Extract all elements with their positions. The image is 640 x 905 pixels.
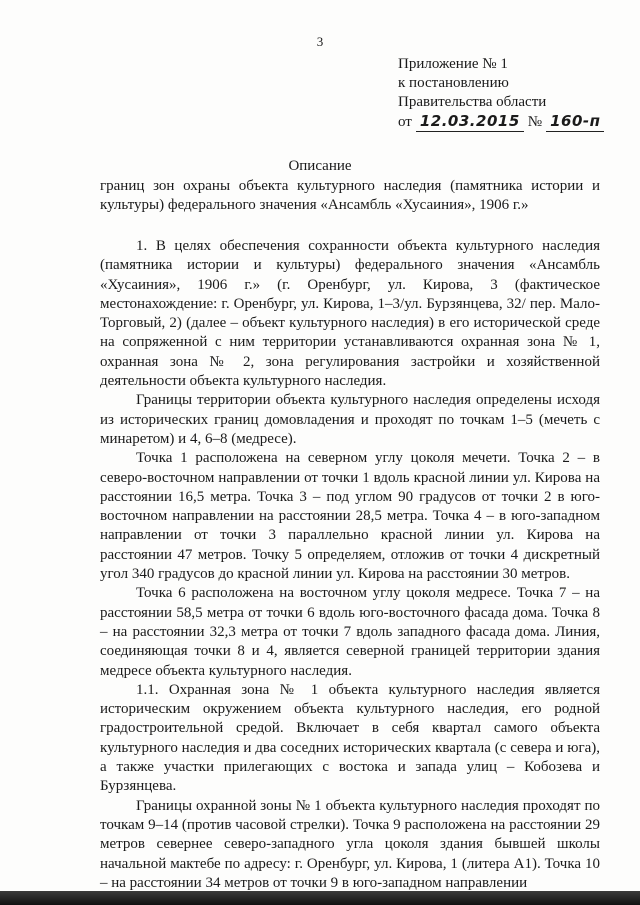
page-number: 3: [316, 34, 324, 49]
handwritten-number: 160-п: [546, 112, 604, 132]
paragraph-1: 1. В целях обеспечения сохранности объекта культурного наследия (памятника истории и культуры) федерального значения «Ансамбль «Хусаиния», 1906 г.» (г. Оренбург, ул. Кирова, 3 (фактическое местонахождение: г. Оренбург, ул. Кирова, 1–3/ул. Бурзянцева, 32/ пер. Мало-Торговый, 2) (далее – объект культурного наследия) в его исторической среде на сопряженной с ним территории устанавливаются охранная зона № 1, охранная зона № 2, зона регулирования застройки и хозяйственной деятельности объекта культурного наследия.: [100, 238, 600, 390]
paragraph-6: Границы охранной зоны № 1 объекта культурного наследия проходят по точкам 9–14 (против часовой стрелки). Точка 9 расположена на расстоянии 29 метров севернее северо-западного угла цоколя здания бывшей школы начальной мактебе по адресу: г. Оренбург, ул. Кирова, 1 (литера А1). Точка 10 – на расстоянии 34 метров от точки 9 в юго-западном направлении: [100, 797, 600, 891]
appendix-line-2: к постановлению: [398, 75, 509, 91]
appendix-line-1: Приложение № 1: [398, 56, 508, 72]
paragraph-4: Точка 6 расположена на восточном углу цоколя медресе. Точка 7 – на расстоянии 58,5 метра от точки 6 вдоль юго-восточного фасада дома. Точка 8 – на расстоянии 32,3 метра от точки 7 вдоль западного фасада дома. Линия, соединяющая точки 8 и 4, является северной границей территории здания медресе объекта культурного наследия.: [100, 585, 600, 679]
handwritten-date: 12.03.2015: [416, 112, 524, 132]
appendix-block: [398, 55, 604, 132]
appendix-line-3: Правительства области: [398, 94, 547, 110]
paragraph-3: Точка 1 расположена на северном углу цоколя мечети. Точка 2 – в северо-восточном направлении от точки 1 вдоль красной линии ул. Кирова на расстоянии 16,5 метра. Точка 3 – под углом 90 градусов от точки 2 в юго-восточном направлении на расстоянии 28,5 метра. Точка 4 – в юго-западном направлении от точки 3 параллельно красной линии ул. Кирова на расстоянии 47 метров. Точку 5 определяем, отложив от точки 4 дискретный угол 340 градусов до красной линии ул. Кирова на расстоянии 30 метров.: [100, 450, 600, 583]
document-subtitle: границ зон охраны объекта культурного наследия (памятника истории и культуры) федерального значения «Ансамбль «Хусаиния», 1906 г.»: [100, 178, 600, 213]
number-prefix: №: [527, 114, 543, 130]
scan-bottom-edge: [0, 891, 640, 905]
document-title: Описание: [288, 158, 352, 174]
date-prefix: от: [398, 114, 412, 130]
document-body: [100, 237, 600, 893]
appendix-date-line: [398, 112, 604, 132]
paragraph-2: Границы территории объекта культурного наследия определены исходя из исторических границ домовладения и проходят по точкам 1–5 (мечеть с минаретом) и 4, 6–8 (медресе).: [100, 392, 600, 447]
paragraph-5: 1.1. Охранная зона № 1 объекта культурного наследия является историческим окружением объекта культурного наследия, его родной градостроительной средой. Включает в себя квартал самого объекта культурного наследия и два соседних исторических квартала (с севера и юга), а также участки прилегающих с востока и запада улиц – Кобозева и Бурзянцева.: [100, 681, 600, 795]
